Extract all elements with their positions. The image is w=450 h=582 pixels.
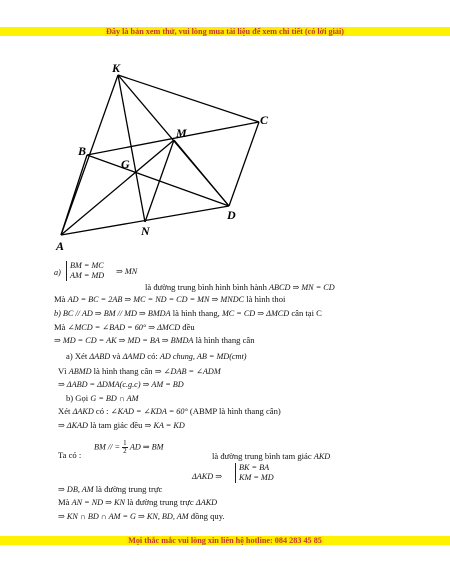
label-A: A bbox=[56, 239, 65, 253]
implies-mn: ⇒ MN bbox=[116, 267, 138, 276]
label-B: B bbox=[78, 144, 87, 158]
label-D: D bbox=[227, 208, 236, 222]
label-G: G bbox=[121, 157, 130, 171]
hotline-banner bbox=[0, 536, 450, 545]
system-bk-km: BK = BA KM = MD bbox=[235, 463, 274, 483]
solution-line-4: Mà ∠MCD = ∠BAD = 60° ⇒ ΔMCD đều bbox=[54, 322, 195, 332]
solution-line-3: b) BC // AD ⇒ BM // MD ⇒ BMDA là hình thang, MC = CD ⇒ ΔMCD cân tại C bbox=[54, 308, 322, 318]
label-K: K bbox=[112, 61, 121, 75]
system-bm-am: BM = MC AM = MD bbox=[66, 261, 104, 281]
label-M: M bbox=[176, 126, 187, 140]
solution-line-12-tail: là đường trung bình tam giác AKD bbox=[212, 451, 331, 461]
label-N: N bbox=[141, 224, 150, 238]
solution-line-5: ⇒ MD = CD = AK ⇒ MD = BA ⇒ BMDA là hình thang cân bbox=[54, 335, 255, 345]
solution-line-11: ⇒ ΔKAD là tam giác đều ⇒ KA = KD bbox=[58, 420, 185, 430]
solution-line-13: ΔAKD ⇒ bbox=[192, 472, 223, 481]
solution-line-1b: là đường trung bình hình bình hành ABCD ⇒ MN = CD bbox=[145, 282, 335, 292]
solution-line-9: b) Gọi G = BD ∩ AM bbox=[66, 393, 139, 403]
segment-KC bbox=[118, 75, 259, 122]
solution-line-15: Mà AN = ND ⇒ KN là đường trung trực ΔAKD bbox=[58, 497, 218, 507]
geometry-figure bbox=[0, 0, 450, 260]
solution-line-7: Vì ABMD là hình thang cân ⇒ ∠DAB = ∠ADM bbox=[58, 366, 221, 376]
fraction-one-half: $\frac{1}{2}$ bbox=[123, 439, 127, 455]
preview-banner-text: Đây là bản xem thử, vui lòng mua tài liệu để xem chi tiết (có lời giải) bbox=[105, 27, 344, 36]
hotline-banner-text: Mọi thắc mắc vui lòng xin liên hệ hotline: 084 283 45 85 bbox=[128, 536, 322, 545]
segment-BC bbox=[87, 122, 259, 155]
solution-line-2: Mà AD = BC = 2AB ⇒ MC = ND = CD = MN ⇒ MNDC là hình thoi bbox=[54, 294, 286, 304]
segment-CD bbox=[229, 122, 259, 206]
solution-line-14: ⇒ DB, AM là đường trung trực bbox=[58, 484, 163, 494]
solution-line-12-math: BM // = $\frac{1}{2}$ AD ⇒ BM bbox=[94, 439, 164, 455]
solution-line-10: Xét ΔAKD có : ∠KAD = ∠KDA = 60° (ABMP là hình thang cân) bbox=[58, 406, 281, 416]
solution-line-6: a) Xét ΔABD và ΔAMD có: AD chung, AB = MD(cmt) bbox=[66, 351, 247, 361]
solution-line-8: ⇒ ΔABD = ΔDMA(c.g.c) ⇒ AM = BD bbox=[58, 380, 184, 389]
solution-line-12-label: Ta có : bbox=[58, 450, 82, 460]
solution-line-16: ⇒ KN ∩ BD ∩ AM = G ⇒ KN, BD, AM đồng quy. bbox=[58, 511, 225, 521]
solution-line-1: a) bbox=[54, 268, 61, 277]
label-C: C bbox=[260, 113, 269, 127]
